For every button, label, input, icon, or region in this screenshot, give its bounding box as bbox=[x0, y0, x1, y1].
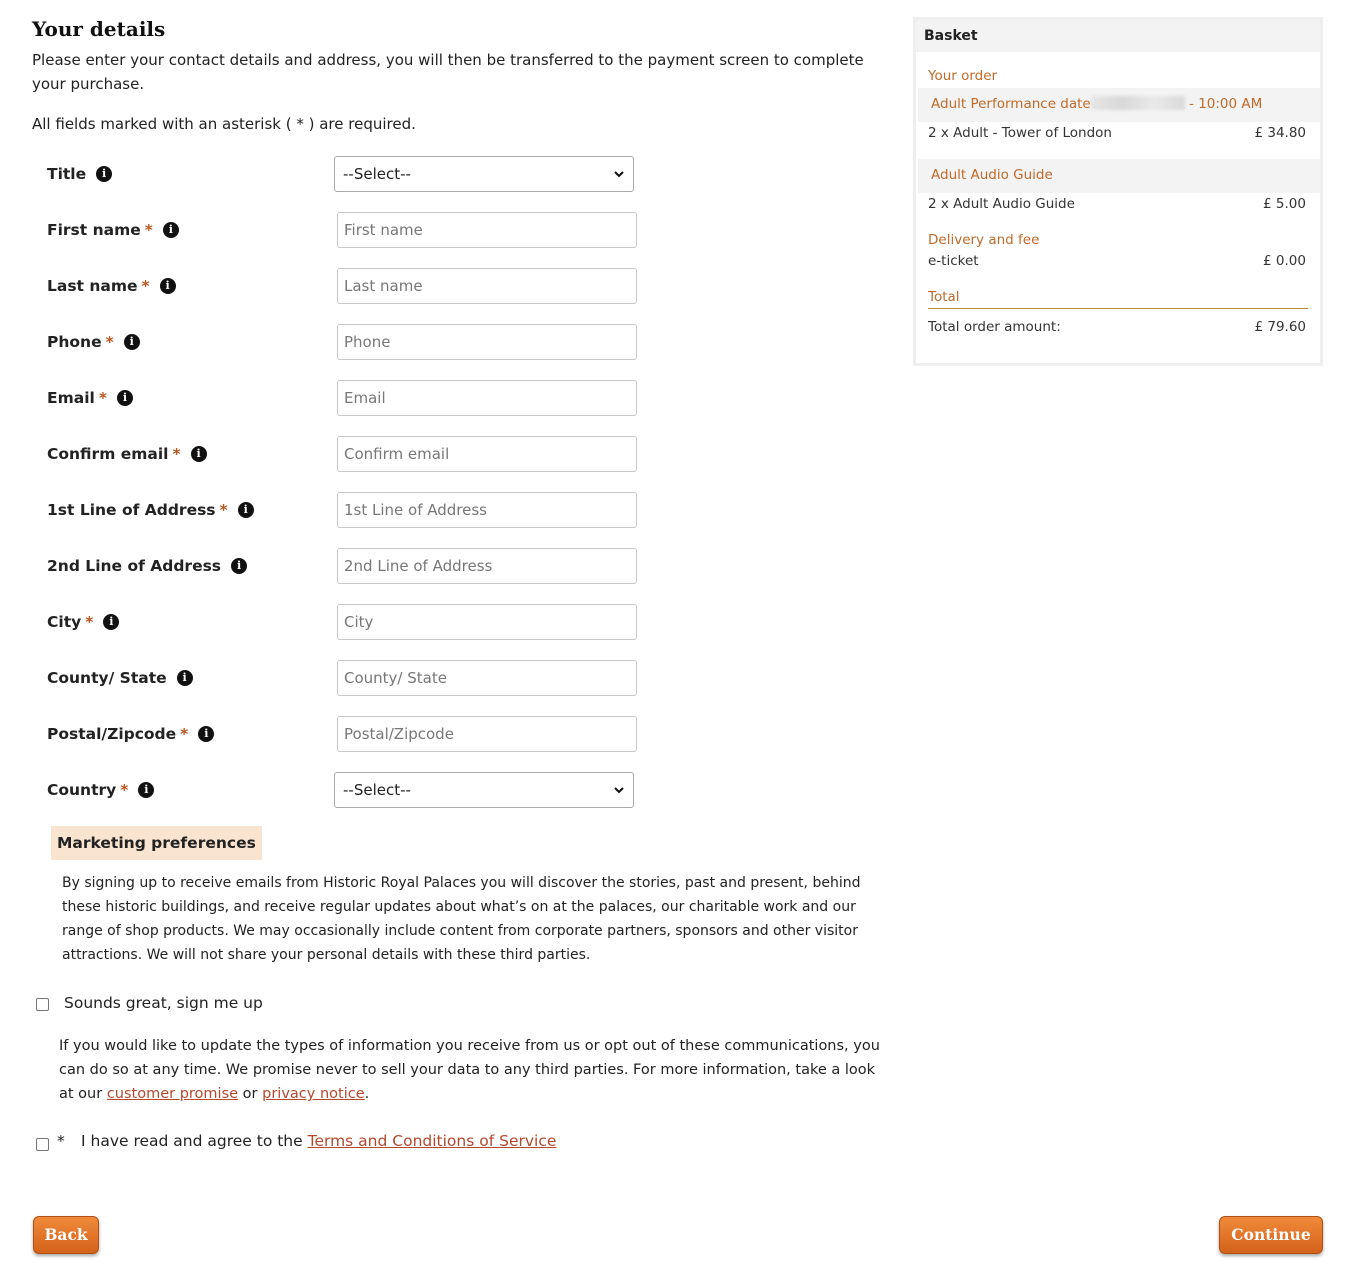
or-text: or bbox=[238, 1086, 263, 1102]
required-asterisk: * bbox=[144, 221, 153, 239]
address-1-label: 1st Line of Address bbox=[47, 501, 216, 519]
phone-label: Phone bbox=[47, 333, 102, 351]
country-select-value: --Select-- bbox=[343, 781, 411, 799]
title-select[interactable] bbox=[334, 156, 634, 192]
info-icon[interactable]: i bbox=[138, 782, 154, 798]
form-row-email bbox=[47, 380, 687, 416]
intro-text: Please enter your contact details and address, you will then be transferred to the payment screen to complete your purchase. bbox=[32, 51, 864, 93]
form-row-address-1 bbox=[47, 492, 687, 528]
details-section bbox=[32, 16, 892, 136]
continue-button[interactable]: Continue bbox=[1219, 1216, 1323, 1254]
postcode-label: Postal/Zipcode bbox=[47, 725, 177, 743]
info-icon[interactable]: i bbox=[191, 446, 207, 462]
info-icon[interactable]: i bbox=[117, 390, 133, 406]
required-asterisk: * bbox=[85, 613, 94, 631]
form-row-confirm-email bbox=[47, 436, 687, 472]
item2-price: £ 5.00 bbox=[1263, 196, 1306, 212]
last-name-label: Last name bbox=[47, 277, 138, 295]
county-input[interactable] bbox=[337, 660, 637, 696]
city-label: City bbox=[47, 613, 82, 631]
terms-asterisk: * bbox=[57, 1132, 65, 1150]
form-row-title bbox=[47, 156, 687, 192]
total-label: Total order amount: bbox=[928, 319, 1061, 335]
your-order-title: Your order bbox=[928, 68, 998, 84]
required-asterisk: * bbox=[180, 725, 189, 743]
info-icon[interactable]: i bbox=[103, 614, 119, 630]
info-icon[interactable]: i bbox=[231, 558, 247, 574]
title-label: Title bbox=[47, 165, 87, 183]
performance-time: - 10:00 AM bbox=[1184, 96, 1263, 112]
email-label: Email bbox=[47, 389, 95, 407]
required-asterisk: * bbox=[172, 445, 181, 463]
county-label: County/ State bbox=[47, 669, 167, 687]
form-row-country bbox=[47, 772, 687, 808]
form-row-city bbox=[47, 604, 687, 640]
item1-price: £ 34.80 bbox=[1254, 125, 1306, 141]
terms-link[interactable]: Terms and Conditions of Service bbox=[307, 1132, 557, 1150]
terms-label bbox=[81, 1132, 556, 1150]
form-row-postcode bbox=[47, 716, 687, 752]
customer-promise-link[interactable]: customer promise bbox=[106, 1086, 239, 1102]
item1-desc: 2 x Adult - Tower of London bbox=[928, 125, 1112, 141]
info-icon[interactable]: i bbox=[198, 726, 214, 742]
basket-header: Basket bbox=[916, 20, 1320, 52]
period-text: . bbox=[364, 1086, 370, 1102]
postcode-input[interactable] bbox=[337, 716, 637, 752]
required-asterisk: * bbox=[98, 389, 107, 407]
required-note: All fields marked with an asterisk ( * ) are required. bbox=[32, 115, 416, 133]
address-1-input[interactable] bbox=[337, 492, 637, 528]
delivery-title: Delivery and fee bbox=[928, 232, 1040, 248]
phone-input[interactable] bbox=[337, 324, 637, 360]
optout-text-body: If you would like to update the types of information you receive from us or opt out of these communications, you can do so at any time. We promise never to sell your data to any third parties. For more information, take a look at our bbox=[59, 1038, 880, 1102]
chevron-down-icon bbox=[613, 168, 625, 180]
info-icon[interactable]: i bbox=[96, 166, 112, 182]
redacted-date bbox=[1091, 96, 1185, 110]
confirm-email-label: Confirm email bbox=[47, 445, 169, 463]
total-amount: £ 79.60 bbox=[1254, 319, 1306, 335]
item2-desc: 2 x Adult Audio Guide bbox=[928, 196, 1075, 212]
info-icon[interactable]: i bbox=[177, 670, 193, 686]
form-row-county bbox=[47, 660, 687, 696]
country-select[interactable] bbox=[334, 772, 634, 808]
info-icon[interactable]: i bbox=[163, 222, 179, 238]
form-row-last-name bbox=[47, 268, 687, 304]
audio-guide-title: Adult Audio Guide bbox=[931, 167, 1053, 183]
required-asterisk: * bbox=[141, 277, 150, 295]
info-icon[interactable]: i bbox=[238, 502, 254, 518]
country-label: Country bbox=[47, 781, 117, 799]
delivery-price: £ 0.00 bbox=[1263, 253, 1306, 269]
form-row-phone bbox=[47, 324, 687, 360]
back-button[interactable]: Back bbox=[33, 1216, 99, 1254]
total-title: Total bbox=[928, 289, 960, 305]
marketing-preferences-title: Marketing preferences bbox=[51, 826, 262, 860]
terms-text: I have read and agree to the bbox=[81, 1132, 308, 1150]
first-name-input[interactable] bbox=[337, 212, 637, 248]
page-title: Your details bbox=[32, 17, 166, 41]
optout-text bbox=[59, 1034, 889, 1106]
email-input[interactable] bbox=[337, 380, 637, 416]
last-name-input[interactable] bbox=[337, 268, 637, 304]
form-row-first-name bbox=[47, 212, 687, 248]
title-select-value: --Select-- bbox=[343, 165, 411, 183]
address-2-label: 2nd Line of Address bbox=[47, 557, 222, 575]
chevron-down-icon bbox=[613, 784, 625, 796]
signup-checkbox[interactable] bbox=[36, 998, 49, 1011]
basket-panel bbox=[913, 17, 1323, 366]
marketing-text: By signing up to receive emails from Historic Royal Palaces you will discover the stories, past and present, behind these historic buildings, and receive regular updates about what’s on at the palaces, our charitable work and our range of shop products. We may occasionally include content from corporate partners, sponsors and other visitor attractions. We will not share your personal details with these third parties. bbox=[62, 875, 861, 963]
total-divider bbox=[928, 308, 1308, 309]
performance-prefix: Adult Performance date bbox=[931, 96, 1091, 112]
info-icon[interactable]: i bbox=[124, 334, 140, 350]
confirm-email-input[interactable] bbox=[337, 436, 637, 472]
info-icon[interactable]: i bbox=[160, 278, 176, 294]
performance-date bbox=[931, 96, 1262, 112]
city-input[interactable] bbox=[337, 604, 637, 640]
address-2-input[interactable] bbox=[337, 548, 637, 584]
terms-checkbox[interactable] bbox=[36, 1138, 49, 1151]
required-asterisk: * bbox=[219, 501, 228, 519]
required-asterisk: * bbox=[120, 781, 129, 799]
form-row-address-2 bbox=[47, 548, 687, 584]
delivery-desc: e-ticket bbox=[928, 253, 979, 269]
privacy-notice-link[interactable]: privacy notice bbox=[262, 1086, 365, 1102]
signup-label[interactable]: Sounds great, sign me up bbox=[64, 994, 263, 1012]
first-name-label: First name bbox=[47, 221, 141, 239]
required-asterisk: * bbox=[105, 333, 114, 351]
